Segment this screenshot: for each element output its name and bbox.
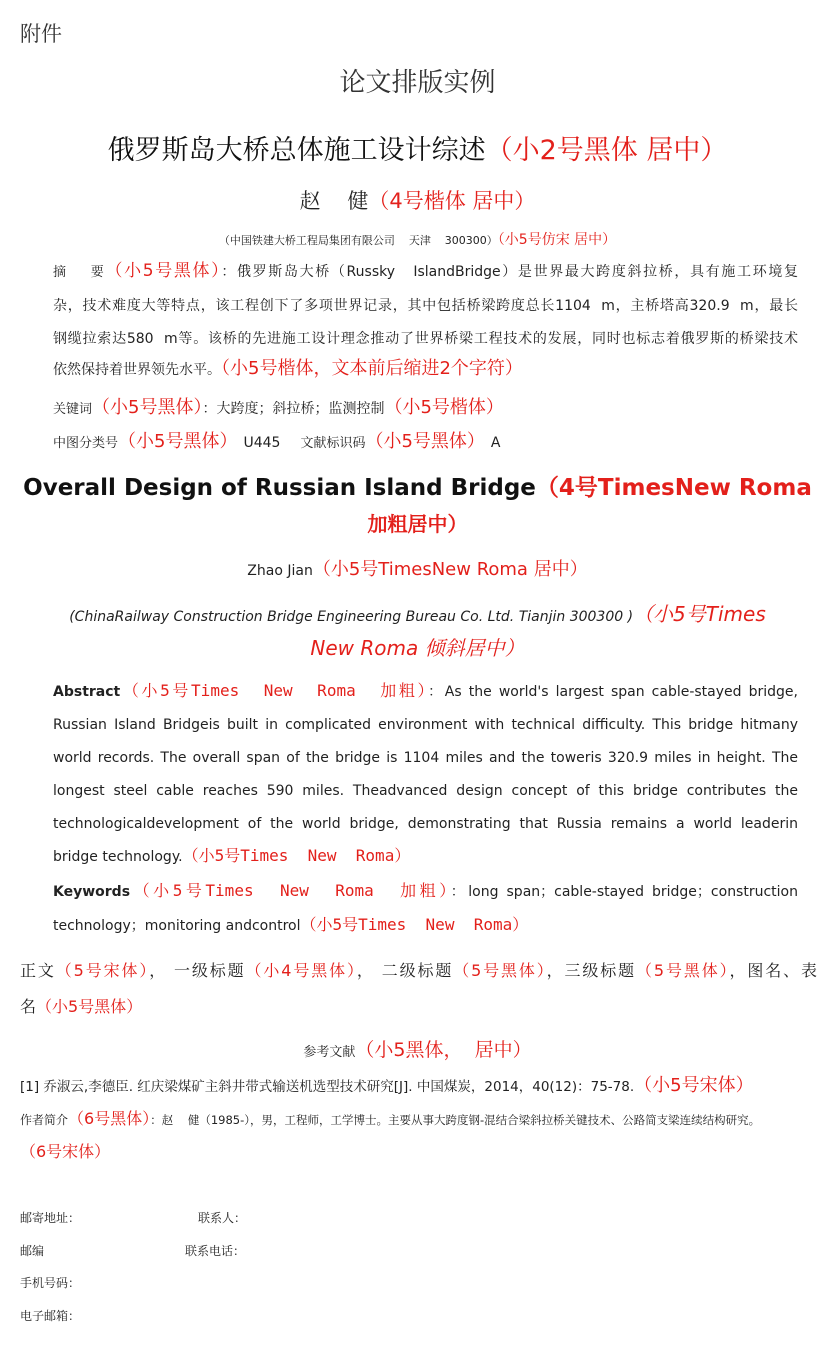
keywords-en-label: Keywords [53,884,131,900]
author-bio-text: ：赵 健（1985-），男，工程师，工学博士。主要从事大跨度钢-混结合梁斜拉桥关键技术、公路简支梁连续结构研究。 [150,1113,761,1127]
classification-line [53,427,500,453]
reference-note: （小5号宋体） [634,1075,754,1096]
mobile-label: 手机号码： [20,1276,81,1290]
body-format-s6: 名 [20,997,37,1016]
abstract-en-line-3: world records. The overall span of the bridge is 1104 miles and the toweris 320.9 miles in height. The [53,750,798,766]
paper-title-note: （小2号黑体 居中） [485,135,728,166]
abstract-en-note: （小5号Times New Roma） [182,846,411,865]
classification-label-note: （小5号黑体） [118,431,238,452]
keywords-en-line-1 [53,880,798,903]
affiliation-en-note-2: New Roma 倾斜居中） [310,636,525,660]
abstract-cn-text-1: ：俄罗斯岛大桥（Russky IslandBridge）是世界最大跨度斜拉桥，具有施工环境复 [221,264,799,280]
abstract-cn-label: 摘 要 [53,265,106,280]
author-name: 赵 健 [299,189,369,213]
affiliation-note: （小5号仿宋 居中） [497,232,617,248]
postcode-label: 邮编 [20,1244,45,1258]
author-line [0,185,835,215]
title-en-note-2: 加粗居中） [367,512,468,536]
abstract-en-line-5: technologicaldevelopment of the world bridge, demonstrating that Russia remains a world leaderin [53,816,798,832]
body-format-line-1 [20,958,817,981]
keywords-cn-label: 关键词 [53,402,93,417]
reference-item-1 [20,1071,754,1097]
author-note: （4号楷体 居中） [368,189,536,213]
doc-id-label: 文献标识码 [300,436,366,451]
author-en-text: Zhao Jian [247,563,313,579]
abstract-en-text-6: bridge technology. [53,849,183,865]
abstract-cn-note: （小5号楷体，文本前后缩进2个字符） [221,358,523,379]
affiliation-en-note-1: （小5号Times [633,602,766,626]
keywords-cn-label-note: （小5号黑体） [92,397,203,418]
abstract-en-line-2: Russian Island Bridgeis built in complicated environment with technical difficulty. This bridge hitmany [53,717,798,733]
phone-label: 联系电话： [185,1244,246,1258]
title-en-text: Overall Design of Russian Island Bridge [23,475,536,501]
keywords-en-text-1: ：long span；cable-stayed bridge；construction [450,884,798,900]
body-format-n6: （小5号黑体） [36,997,143,1016]
author-bio-note: （6号宋体） [20,1142,111,1161]
affiliation-en-text: (ChinaRailway Construction Bridge Engineering Bureau Co. Ltd. Tianjin 300300 ) [69,609,634,625]
body-format-s5: ，图名、表 [729,961,817,980]
body-format-n3: （5号黑体） [453,961,547,980]
abstract-en-line-1 [53,680,798,703]
author-en-note: （小5号TimesNew Roma 居中） [312,559,588,580]
reference-text: [1] 乔淑云,李德臣. 红庆梁煤矿主斜井带式输送机选型技术研究[J]. 中国煤炭，2014，40(12)：75-78. [20,1079,635,1095]
keywords-cn-text: ：大跨度；斜拉桥；监测控制 [202,401,385,417]
abstract-cn-line-3: 钢缆拉索达580 m等。该桥的先进施工设计理念推动了世界桥梁工程技术的发展，同时也标志着俄罗斯的桥梁技术 [53,331,798,347]
body-format-n4: （5号黑体） [636,961,730,980]
references-heading [0,1035,835,1062]
doc-id-note: （小5号黑体） [365,431,485,452]
paper-title [0,128,835,167]
classification-label: 中图分类号 [53,436,119,451]
references-heading-note: （小5黑体， 居中） [355,1039,532,1061]
affiliation-text: （中国铁建大桥工程局集团有限公司 天津 300300） [218,234,498,247]
abstract-cn-text-4: 依然保持着世界领先水平。 [53,362,221,378]
mail-address-label: 邮寄地址： [20,1211,81,1225]
references-heading-text: 参考文献 [303,1045,356,1060]
body-format-s4: ，三级标题 [546,961,637,980]
abstract-en-line-4: longest steel cable reaches 590 miles. Theadvanced design concept of this bridge contributes the [53,783,798,799]
abstract-cn-line-1 [53,260,798,284]
body-format-s3: ， 二级标题 [356,961,454,980]
email-label: 电子邮箱： [20,1309,81,1323]
abstract-en-label: Abstract [53,684,121,700]
keywords-en-text-2: technology；monitoring andcontrol [53,918,301,934]
keywords-en-line-2 [53,914,528,937]
abstract-cn-label-note: （小5号黑体） [105,261,222,281]
classification-code: U445 [243,435,281,451]
keywords-en-label-note: （小5号Times New Roma 加粗） [130,881,451,900]
body-format-s1: 正文 [20,961,56,980]
author-en-line [0,555,835,581]
abstract-en-text-1: ：As the world's largest span cable-stayed bridge, [428,684,798,700]
affiliation-en-line [0,598,835,627]
body-format-n2: （小4号黑体） [245,961,357,980]
title-en-note-1: （4号TimesNew Roma [535,475,812,501]
abstract-en-line-6 [53,845,410,868]
keywords-cn [53,393,504,419]
abstract-cn-line-4 [53,358,523,381]
doc-id-code: A [490,435,501,451]
author-bio-label-note: （6号黑体） [68,1109,151,1128]
abstract-en-label-note: （小5号Times New Roma 加粗） [120,681,429,700]
body-format-n1: （5号宋体） [55,961,150,980]
body-format-line-2 [20,994,142,1017]
affiliation-line [0,229,835,249]
author-bio [20,1106,760,1129]
title-en [0,469,835,502]
author-bio-label: 作者简介 [20,1113,69,1127]
paper-title-text: 俄罗斯岛大桥总体施工设计综述 [107,135,486,166]
keywords-cn-note: （小5号楷体） [384,397,504,418]
keywords-en-note: （小5号Times New Roma） [300,915,529,934]
abstract-cn-line-2: 杂，技术难度大等特点，该工程创下了多项世界记录，其中包括桥梁跨度总长1104 m，主桥塔高320.9 m，最长 [53,298,798,314]
page-title: 论文排版实例 [339,68,496,98]
contact-person-label: 联系人： [198,1211,247,1225]
attachment-label: 附件 [20,22,62,46]
body-format-s2: ， 一级标题 [149,961,246,980]
